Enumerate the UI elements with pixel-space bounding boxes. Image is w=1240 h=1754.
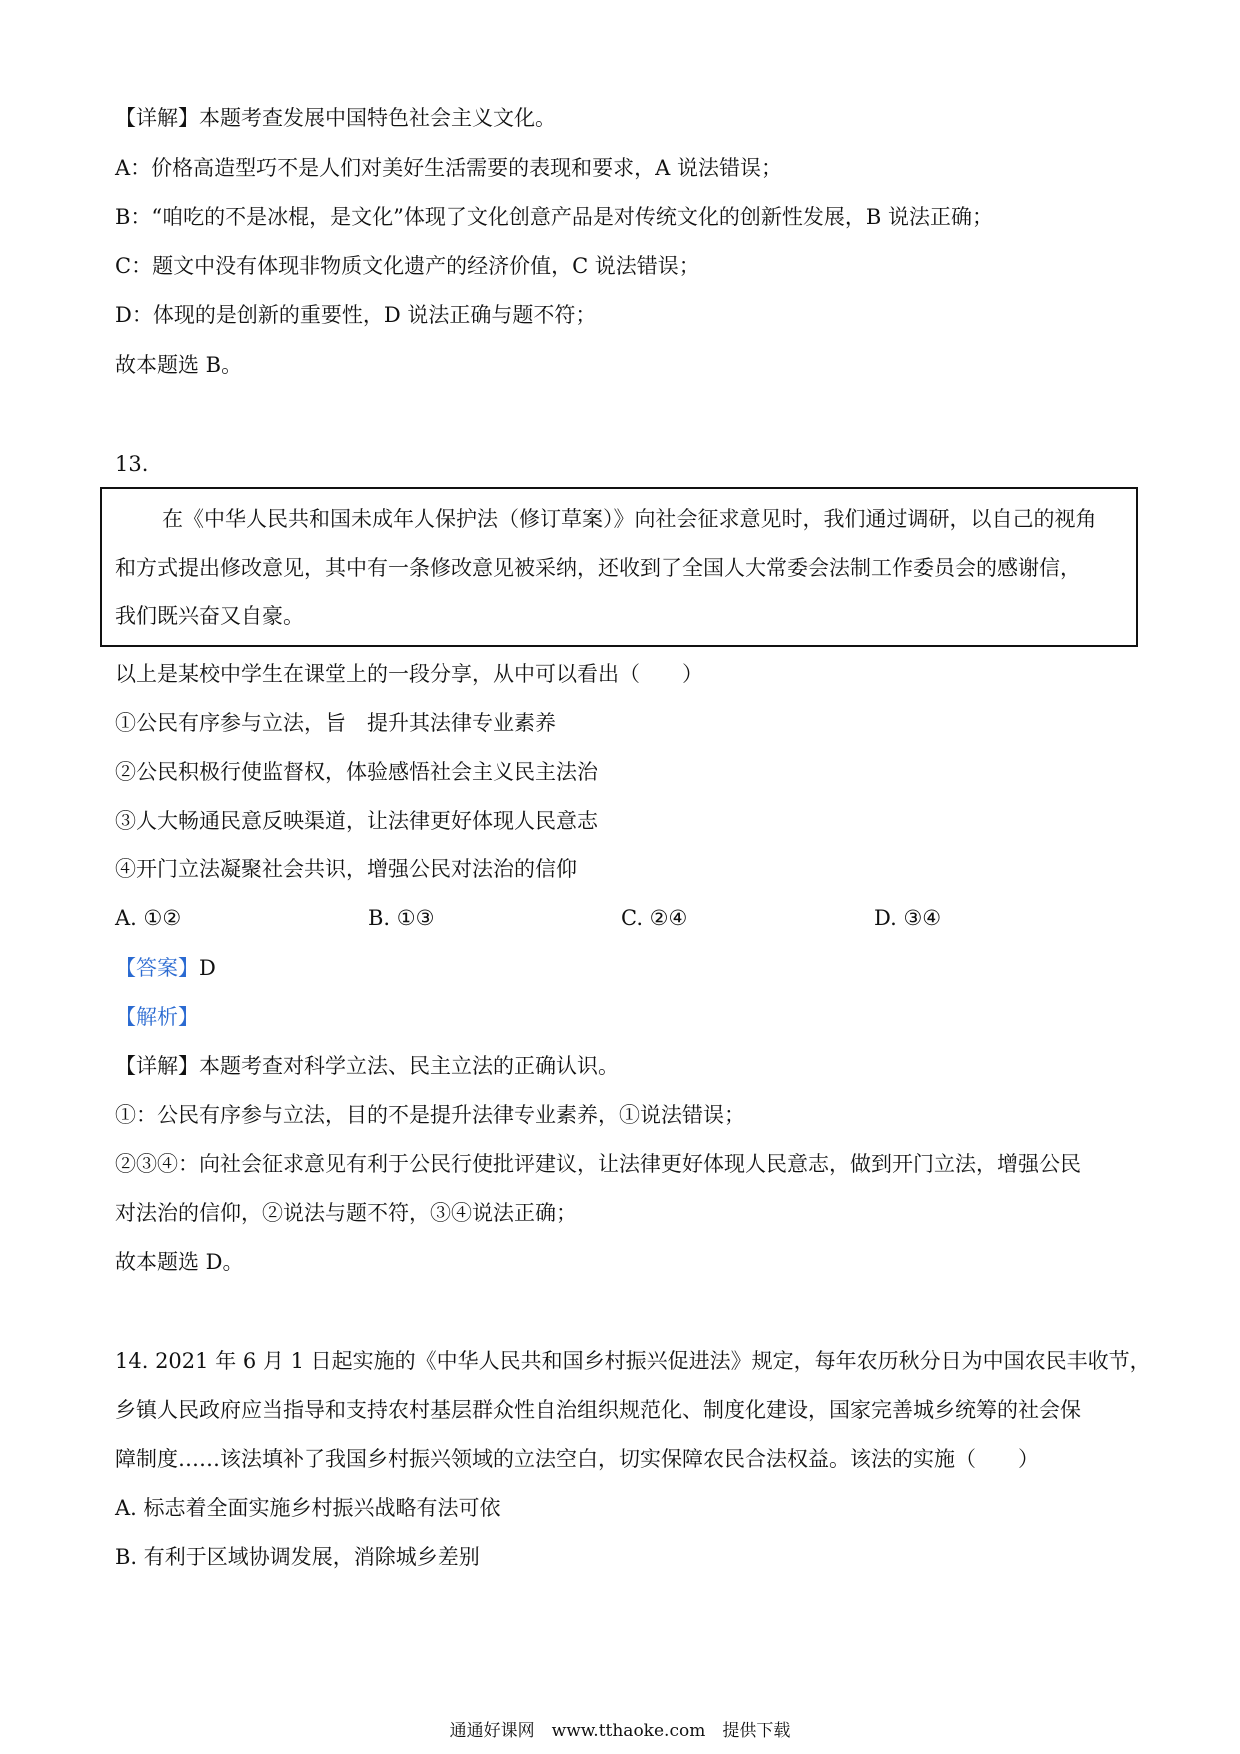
q13-number: 13. (115, 452, 149, 476)
page-footer: 通通好课网 www.tthaoke.com 提供下载 (449, 1721, 791, 1741)
q14-option-b: B. 有利于区域协调发展，消除城乡差别 (115, 1545, 480, 1569)
q13-detail-2-line-1: ②③④：向社会征求意见有利于公民行使批评建议，让法律更好体现人民意志，做到开门立法，增强公民 (115, 1152, 1081, 1176)
q13-statement-2: ②公民积极行使监督权，体验感悟社会主义民主法治 (115, 760, 598, 784)
q13-answer (115, 954, 216, 982)
q13-answer-value: D (199, 956, 216, 980)
q13-statement-1: ①公民有序参与立法，旨 提升其法律专业素养 (115, 711, 556, 735)
q12-detail-a: A：价格高造型巧不是人们对美好生活需要的表现和要求，A 说法错误； (115, 156, 783, 180)
q14-stem-line-3: 障制度……该法填补了我国乡村振兴领域的立法空白，切实保障农民合法权益。该法的实施（ ） (115, 1447, 1039, 1471)
q13-detail-2-line-2: 对法治的信仰，②说法与题不符，③④说法正确； (115, 1201, 577, 1225)
q13-option-d: D. ③④ (874, 906, 942, 930)
q13-option-b: B. ①③ (368, 906, 435, 930)
q13-answer-label: 【答案】 (115, 956, 199, 980)
q12-detail-heading: 【详解】本题考查发展中国特色社会主义文化。 (115, 106, 556, 130)
q13-statement-4: ④开门立法凝聚社会共识，增强公民对法治的信仰 (115, 857, 577, 881)
q13-statement-3: ③人大畅通民意反映渠道，让法律更好体现人民意志 (115, 809, 598, 833)
q12-conclusion: 故本题选 B。 (115, 353, 243, 377)
q13-analysis-label: 【解析】 (115, 1005, 199, 1029)
q12-detail-b: B：“咱吃的不是冰棍，是文化”体现了文化创意产品是对传统文化的创新性发展，B 说法正确； (115, 205, 994, 229)
q14-stem-line-2: 乡镇人民政府应当指导和支持农村基层群众性自治组织规范化、制度化建设，国家完善城乡统筹的社会保 (115, 1398, 1081, 1422)
q14-stem-line-1: 14. 2021 年 6 月 1 日起实施的《中华人民共和国乡村振兴促进法》规定，每年农历秋分日为中国农民丰收节， (115, 1349, 1151, 1373)
q13-option-a: A. ①② (115, 906, 182, 930)
q13-quote-line-2: 和方式提出修改意见，其中有一条修改意见被采纳，还收到了全国人大常委会法制工作委员会的感谢信， (115, 556, 1081, 580)
q13-quote-line-1: 在《中华人民共和国未成年人保护法（修订草案）》向社会征求意见时，我们通过调研，以自己的视角 (162, 507, 1097, 531)
q13-detail-1: ①：公民有序参与立法，目的不是提升法律专业素养，①说法错误； (115, 1103, 745, 1127)
q13-quote-box (100, 487, 1138, 647)
q13-option-c: C. ②④ (621, 906, 688, 930)
q13-detail-heading: 【详解】本题考查对科学立法、民主立法的正确认识。 (115, 1054, 619, 1078)
q12-detail-d: D：体现的是创新的重要性，D 说法正确与题不符； (115, 303, 597, 327)
q13-conclusion: 故本题选 D。 (115, 1250, 244, 1274)
q14-option-a: A. 标志着全面实施乡村振兴战略有法可依 (115, 1496, 501, 1520)
q13-stem: 以上是某校中学生在课堂上的一段分享，从中可以看出（ ） (115, 662, 703, 686)
q13-quote-line-3: 我们既兴奋又自豪。 (115, 604, 304, 628)
q12-detail-c: C：题文中没有体现非物质文化遗产的经济价值，C 说法错误； (115, 254, 700, 278)
